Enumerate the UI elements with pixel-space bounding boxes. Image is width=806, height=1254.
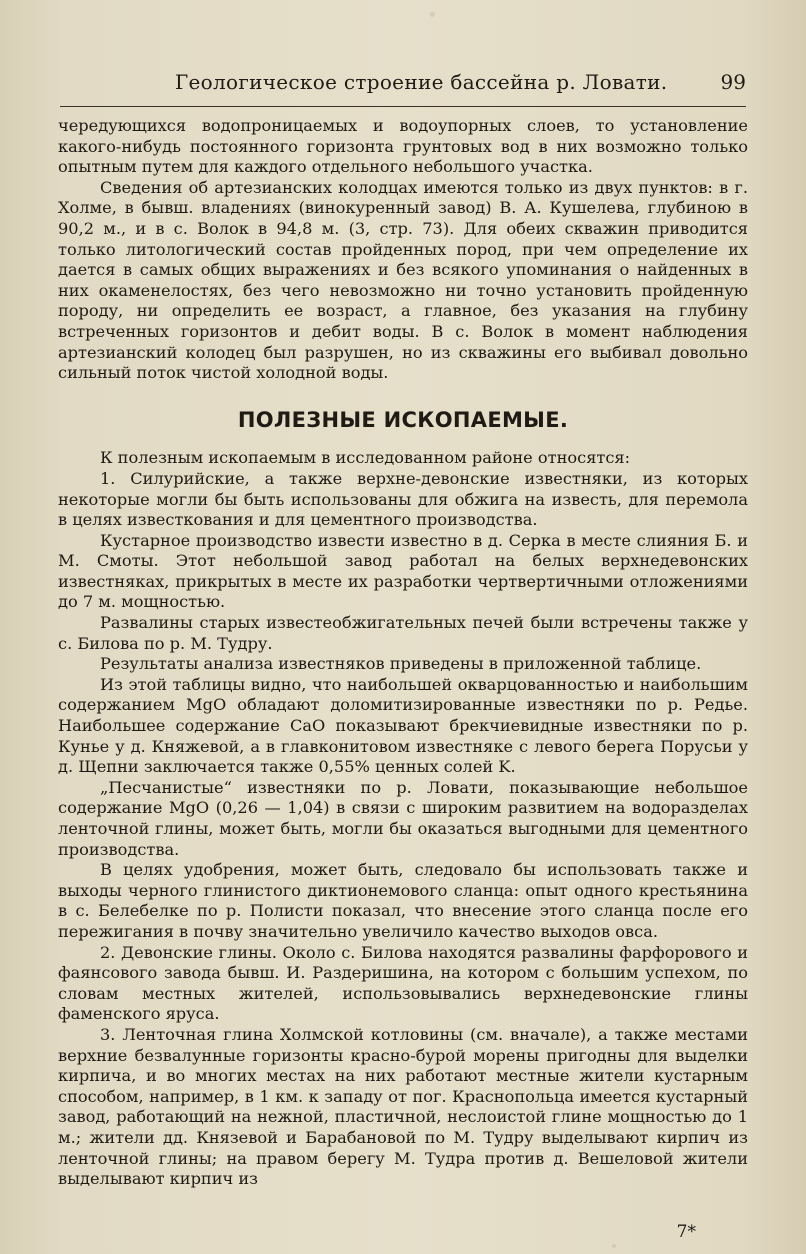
- paragraph: В целях удобрения, может быть, следовало бы использовать также и выходы черного глинистого диктионемового сланца: опыт одного крестьянина в с. Белебелке по р. Полисти показал, что внесение этого сланца после его пережигания в почву значительно увеличило качество выходов овса.: [58, 860, 748, 941]
- body-text: [58, 116, 748, 1190]
- paragraph: Кустарное производство извести известно в д. Серка в месте слияния Б. и М. Смоты. Этот небольшой завод работал на белых верхнедевонских известняках, прикрытых в месте их разработки чертвертичными отложениями до 7 м. мощностью.: [58, 530, 748, 612]
- paragraph: 3. Ленточная глина Холмской котловины (см. вначале), а также местами верхние безвалунные горизонты красно-бурой морены пригодны для выделки кирпича, и во многих местах на них работают местные жители кустарным способом, например, в 1 км. к западу от пог. Краснопольца имеется кустарный завод, работающий на нежной, пластичной, неслоистой глине мощностью до 1 м.; жители дд. Князевой и Барабановой по М. Тудру выделывают кирпич из ленточной глины; на правом берегу М. Тудра против д. Вешеловой жители выделывают кирпич из: [58, 1024, 748, 1189]
- page-number: 99: [720, 70, 746, 94]
- page-header: [60, 70, 746, 102]
- paragraph: Развалины старых известеобжигательных печей были встречены также у с. Билова по р. М. Тудру.: [58, 613, 748, 653]
- paragraph: К полезным ископаемым в исследованном районе относятся:: [100, 448, 631, 468]
- paragraph: 2. Девонские глины. Около с. Билова находятся развалины фарфорового и фаянсового завода бывш. И. Раздеришина, на котором с большим успехом, по словам местных жителей, использовывались верхнедевонские глины фаменского яруса.: [58, 942, 748, 1024]
- paper-stain: [430, 12, 435, 17]
- paragraph: Сведения об артезианских колодцах имеются только из двух пунктов: в г. Холме, в бывш. владениях (винокуренный завод) В. А. Кушелева, глубиною в 90,2 м., и в с. Волок в 94,8 м. (3, стр. 73). Для обеих скважин приводится только литологический состав пройденных пород, при чем определение их дается в самых общих выражениях и без всякого упоминания о найденных в них окаменелостях, без чего невозможно ни точно установить пройденную породу, ни определить ее возраст, а главное, без указания на глубину встреченных горизонтов и дебит воды. В с. Волок в момент наблюдения артезианский колодец был разрушен, но из скважины его выбивал довольно сильный поток чистой холодной воды.: [58, 177, 748, 383]
- section-heading: ПОЛЕЗНЫЕ ИСКОПАЕМЫЕ.: [237, 407, 569, 432]
- printer-signature-mark: 7*: [676, 1222, 696, 1242]
- paragraph: чередующихся водопроницаемых и водоупорных слоев, то установление какого-нибудь постоянного горизонта грунтовых вод в них возможно только опытным путем для каждого отдельного небольшого участка.: [58, 116, 748, 177]
- header-rule: [60, 106, 746, 107]
- paragraph: 1. Силурийские, а также верхне-девонские известняки, из которых некоторые могли бы быть использованы для обжига на известь, для перемола в целях известкования и для цементного производства.: [58, 468, 748, 530]
- paragraph: Результаты анализа известняков приведены в приложенной таблице.: [100, 654, 702, 674]
- paragraph: „Песчанистые“ известняки по р. Ловати, показывающие небольшое содержание MgO (0,26 — 1,04) в связи с широким развитием на водоразделах ленточной глины, может быть, могли бы оказаться выгодными для цементного производства.: [58, 777, 748, 859]
- paper-stain: [612, 1244, 616, 1248]
- paragraph: Из этой таблицы видно, что наибольшей окварцованностью и наибольшим содержанием MgO обладают доломитизированные известняки по р. Редье. Наибольшее содержание CaO показывают брекчиевидные известняки по р. Кунье у д. Княжевой, а в главконитовом известняке с левого берега Порусьи у д. Щепни заключается также 0,55% ценных солей K.: [58, 674, 748, 777]
- running-title: Геологическое строение бассейна р. Ловати.: [175, 70, 668, 94]
